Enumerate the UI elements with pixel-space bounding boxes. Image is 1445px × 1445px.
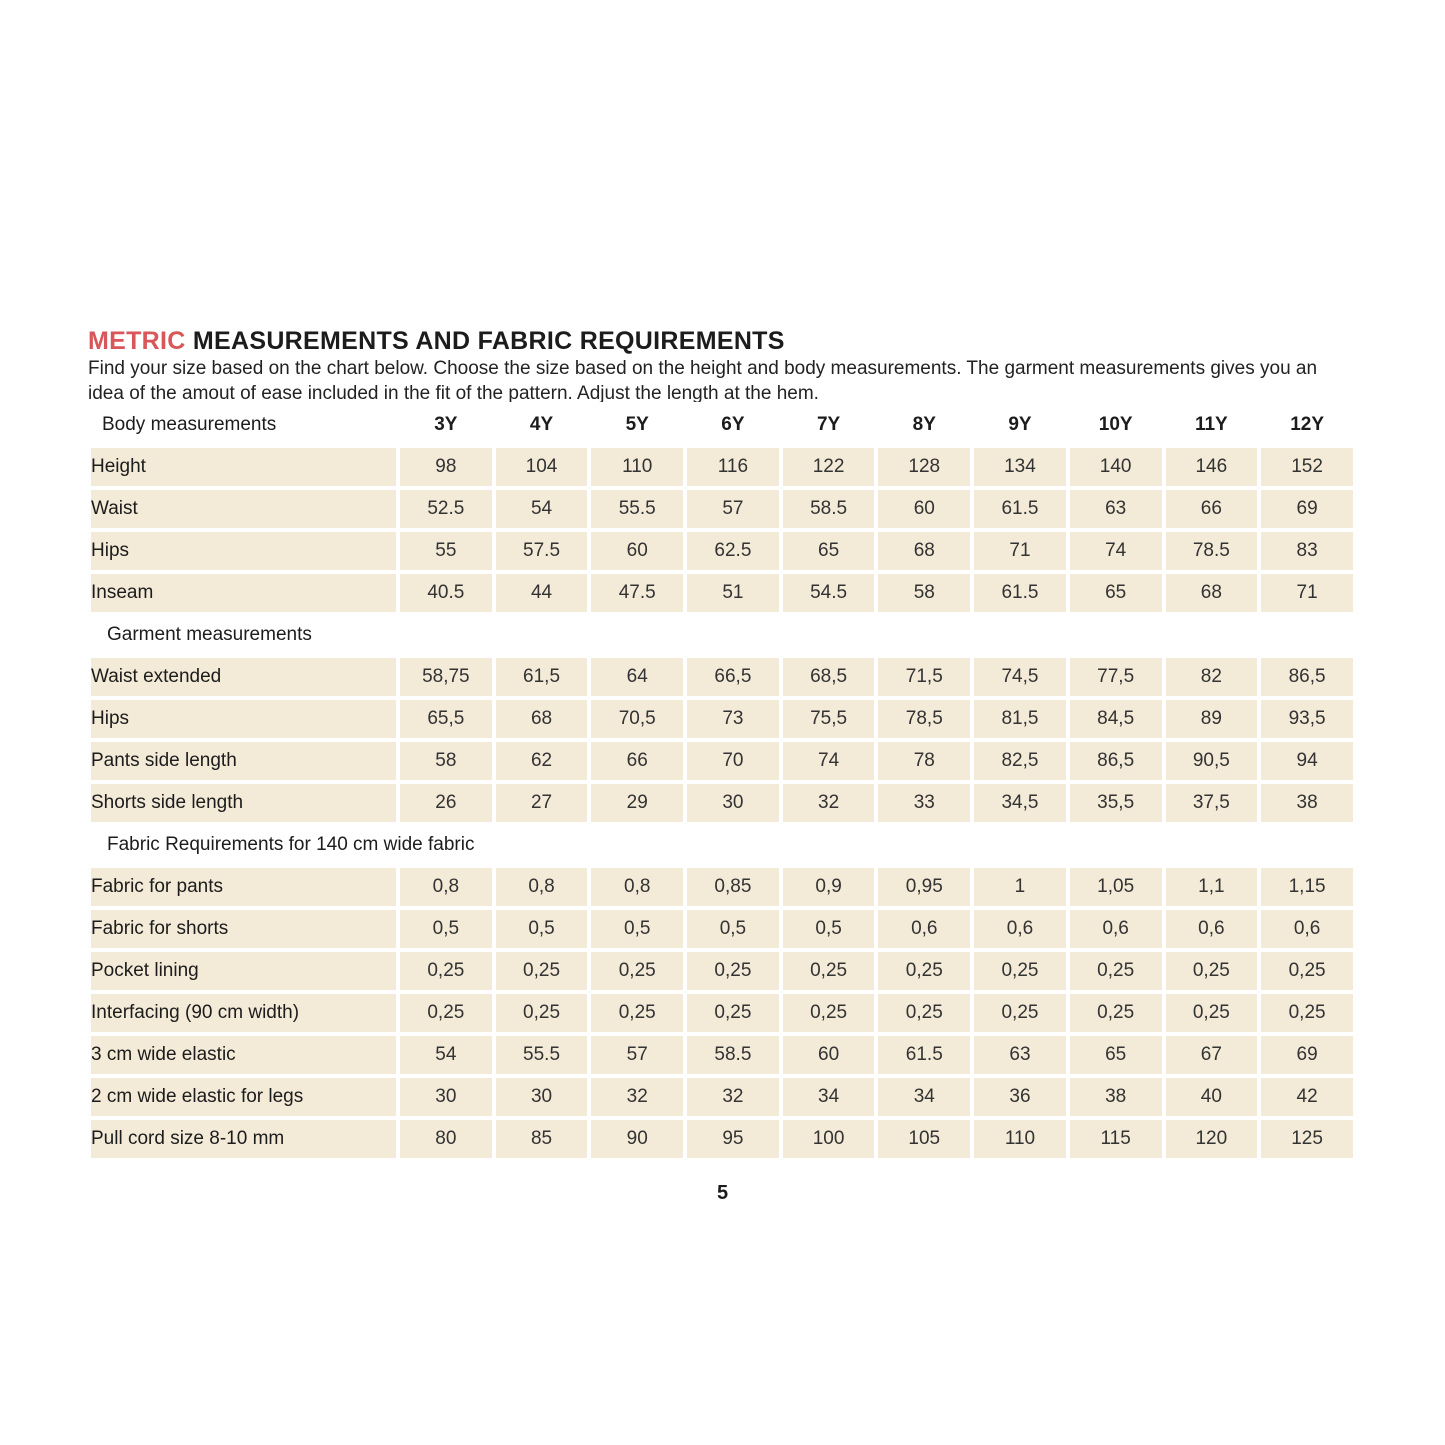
table-cell: 95	[687, 1120, 779, 1158]
table-row	[91, 910, 1353, 948]
table-cell: 64	[591, 658, 683, 696]
table-cell: 82	[1166, 658, 1258, 696]
table-cell: 55.5	[591, 490, 683, 528]
table-cell: 67	[1166, 1036, 1258, 1074]
table-cell: 65	[783, 532, 875, 570]
table-cell: 105	[878, 1120, 970, 1158]
size-column-header: 9Y	[1008, 414, 1032, 435]
table-cell: 27	[496, 784, 588, 822]
table-cell: 98	[400, 448, 492, 486]
table-cell: 78.5	[1166, 532, 1258, 570]
table-cell: 0,25	[591, 994, 683, 1032]
table-cell: 146	[1166, 448, 1258, 486]
table-cell: 1,15	[1261, 868, 1353, 906]
table-cell: 0,6	[974, 910, 1066, 948]
table-cell: 63	[1070, 490, 1162, 528]
table-cell: 57	[591, 1036, 683, 1074]
table-cell: 116	[687, 448, 779, 486]
table-row	[91, 490, 1353, 528]
table-cell: 0,25	[974, 994, 1066, 1032]
table-cell: 66,5	[687, 658, 779, 696]
row-label: Hips	[91, 532, 396, 570]
table-cell: 0,85	[687, 868, 779, 906]
table-cell: 71	[974, 532, 1066, 570]
table-cell: 68	[878, 532, 970, 570]
size-column-header: 3Y	[434, 414, 458, 435]
row-label: Pants side length	[91, 742, 396, 780]
table-cell: 140	[1070, 448, 1162, 486]
table-cell: 0,25	[1070, 952, 1162, 990]
table-cell: 40.5	[400, 574, 492, 612]
table-cell: 74,5	[974, 658, 1066, 696]
table-cell: 37,5	[1166, 784, 1258, 822]
table-cell: 62	[496, 742, 588, 780]
table-cell: 54	[400, 1036, 492, 1074]
table-cell: 30	[687, 784, 779, 822]
table-cell: 100	[783, 1120, 875, 1158]
table-cell: 0,6	[1166, 910, 1258, 948]
table-cell: 90	[591, 1120, 683, 1158]
table-cell: 58	[878, 574, 970, 612]
table-cell: 0,25	[687, 952, 779, 990]
table-cell: 57.5	[496, 532, 588, 570]
table-row	[91, 868, 1353, 906]
table-cell: 134	[974, 448, 1066, 486]
table-row	[91, 742, 1353, 780]
table-cell: 85	[496, 1120, 588, 1158]
table-cell: 60	[878, 490, 970, 528]
table-cell: 69	[1261, 490, 1353, 528]
table-cell: 0,25	[496, 994, 588, 1032]
table-cell: 68,5	[783, 658, 875, 696]
table-cell: 0,25	[496, 952, 588, 990]
table-cell: 32	[783, 784, 875, 822]
size-column-header: 12Y	[1290, 414, 1324, 435]
table-cell: 90,5	[1166, 742, 1258, 780]
table-cell: 0,25	[783, 994, 875, 1032]
table-cell: 0,8	[400, 868, 492, 906]
table-cell: 30	[496, 1078, 588, 1116]
table-cell: 71	[1261, 574, 1353, 612]
table-cell: 54.5	[783, 574, 875, 612]
table-cell: 34	[783, 1078, 875, 1116]
table-cell: 0,25	[400, 952, 492, 990]
table-cell: 36	[974, 1078, 1066, 1116]
section-header-row	[91, 616, 1353, 654]
size-column-header: 8Y	[912, 414, 936, 435]
table-cell: 66	[1166, 490, 1258, 528]
row-label: Waist extended	[91, 658, 396, 696]
table-cell: 57	[687, 490, 779, 528]
row-label: Inseam	[91, 574, 396, 612]
table-cell: 52.5	[400, 490, 492, 528]
table-cell: 0,25	[1166, 994, 1258, 1032]
row-label: Hips	[91, 700, 396, 738]
table-cell: 65	[1070, 1036, 1162, 1074]
table-cell: 77,5	[1070, 658, 1162, 696]
row-label: Fabric for pants	[91, 868, 396, 906]
table-cell: 0,25	[878, 952, 970, 990]
table-cell: 0,25	[400, 994, 492, 1032]
row-label: Height	[91, 448, 396, 486]
table-cell: 62.5	[687, 532, 779, 570]
table-cell: 69	[1261, 1036, 1353, 1074]
row-label: Shorts side length	[91, 784, 396, 822]
table-cell: 61.5	[974, 574, 1066, 612]
table-cell: 58.5	[783, 490, 875, 528]
table-cell: 0,25	[591, 952, 683, 990]
table-cell: 55	[400, 532, 492, 570]
table-cell: 0,25	[974, 952, 1066, 990]
table-cell: 1	[974, 868, 1066, 906]
table-cell: 86,5	[1070, 742, 1162, 780]
table-cell: 89	[1166, 700, 1258, 738]
table-cell: 58	[400, 742, 492, 780]
table-cell: 29	[591, 784, 683, 822]
table-cell: 0,5	[591, 910, 683, 948]
table-cell: 81,5	[974, 700, 1066, 738]
table-row	[91, 1120, 1353, 1158]
table-cell: 61.5	[878, 1036, 970, 1074]
table-cell: 65,5	[400, 700, 492, 738]
table-cell: 68	[496, 700, 588, 738]
table-cell: 74	[1070, 532, 1162, 570]
table-cell: 32	[687, 1078, 779, 1116]
row-label: 3 cm wide elastic	[91, 1036, 396, 1074]
table-cell: 0,5	[400, 910, 492, 948]
table-cell: 0,5	[783, 910, 875, 948]
table-cell: 73	[687, 700, 779, 738]
table-cell: 47.5	[591, 574, 683, 612]
page-number: 5	[716, 1182, 729, 1204]
table-cell: 78	[878, 742, 970, 780]
table-cell: 65	[1070, 574, 1162, 612]
row-label: Interfacing (90 cm width)	[91, 994, 396, 1032]
table-row	[91, 1036, 1353, 1074]
table-cell: 82,5	[974, 742, 1066, 780]
table-cell: 61,5	[496, 658, 588, 696]
table-cell: 66	[591, 742, 683, 780]
table-cell: 63	[974, 1036, 1066, 1074]
table-cell: 58.5	[687, 1036, 779, 1074]
table-row	[91, 658, 1353, 696]
table-cell: 115	[1070, 1120, 1162, 1158]
table-cell: 60	[783, 1036, 875, 1074]
table-cell: 40	[1166, 1078, 1258, 1116]
table-cell: 80	[400, 1120, 492, 1158]
table-row	[91, 532, 1353, 570]
table-cell: 38	[1070, 1078, 1162, 1116]
table-cell: 104	[496, 448, 588, 486]
table-cell: 152	[1261, 448, 1353, 486]
section-header-row	[91, 406, 1353, 444]
table-cell: 0,25	[1070, 994, 1162, 1032]
table-cell: 1,1	[1166, 868, 1258, 906]
size-chart-table	[87, 402, 1357, 1162]
table-row	[91, 574, 1353, 612]
table-cell: 83	[1261, 532, 1353, 570]
table-cell: 30	[400, 1078, 492, 1116]
title-accent: METRIC	[88, 327, 186, 355]
table-cell: 75,5	[783, 700, 875, 738]
size-column-header: 7Y	[816, 414, 841, 435]
row-label: Pocket lining	[91, 952, 396, 990]
table-row	[91, 700, 1353, 738]
size-column-header: 6Y	[721, 414, 745, 435]
table-cell: 71,5	[878, 658, 970, 696]
table-cell: 0,6	[878, 910, 970, 948]
table-cell: 61.5	[974, 490, 1066, 528]
table-cell: 125	[1261, 1120, 1353, 1158]
table-cell: 94	[1261, 742, 1353, 780]
table-cell: 55.5	[496, 1036, 588, 1074]
title-rest: MEASUREMENTS AND FABRIC REQUIREMENTS	[185, 327, 785, 355]
table-cell: 32	[591, 1078, 683, 1116]
table-cell: 120	[1166, 1120, 1258, 1158]
table-cell: 0,25	[1261, 994, 1353, 1032]
table-cell: 0,5	[496, 910, 588, 948]
table-cell: 38	[1261, 784, 1353, 822]
table-cell: 93,5	[1261, 700, 1353, 738]
size-column-header: 5Y	[625, 414, 649, 435]
table-cell: 54	[496, 490, 588, 528]
table-cell: 110	[974, 1120, 1066, 1158]
page-title	[88, 326, 1358, 356]
table-cell: 0,25	[1261, 952, 1353, 990]
table-cell: 0,8	[591, 868, 683, 906]
size-column-header: 4Y	[529, 414, 554, 435]
table-cell: 122	[783, 448, 875, 486]
table-row	[91, 994, 1353, 1032]
row-label: Pull cord size 8-10 mm	[91, 1120, 396, 1158]
table-cell: 34,5	[974, 784, 1066, 822]
table-cell: 0,5	[687, 910, 779, 948]
table-cell: 0,6	[1261, 910, 1353, 948]
section-heading: Garment measurements	[107, 624, 312, 645]
table-cell: 34	[878, 1078, 970, 1116]
intro-paragraph: Find your size based on the chart below. Choose the size based on the height and body measurements. The garment measurements gives you an idea of the amout of ease included in the fit of the pattern. Adjust the length at the hem.	[88, 358, 1318, 402]
row-label: 2 cm wide elastic for legs	[91, 1078, 396, 1116]
table-cell: 0,95	[878, 868, 970, 906]
table-cell: 60	[591, 532, 683, 570]
table-cell: 110	[591, 448, 683, 486]
table-cell: 51	[687, 574, 779, 612]
table-row	[91, 1078, 1353, 1116]
table-cell: 78,5	[878, 700, 970, 738]
row-label: Waist	[91, 490, 396, 528]
table-cell: 0,9	[783, 868, 875, 906]
table-cell: 0,25	[878, 994, 970, 1032]
size-column-header: 10Y	[1098, 414, 1133, 435]
table-cell: 0,6	[1070, 910, 1162, 948]
table-cell: 1,05	[1070, 868, 1162, 906]
table-cell: 58,75	[400, 658, 492, 696]
table-cell: 70,5	[591, 700, 683, 738]
document-page	[88, 326, 1358, 1162]
table-cell: 44	[496, 574, 588, 612]
size-column-header: 11Y	[1194, 414, 1228, 435]
table-cell: 74	[783, 742, 875, 780]
table-cell: 86,5	[1261, 658, 1353, 696]
table-row	[91, 952, 1353, 990]
table-cell: 70	[687, 742, 779, 780]
table-cell: 68	[1166, 574, 1258, 612]
table-cell: 26	[400, 784, 492, 822]
table-cell: 128	[878, 448, 970, 486]
section-header-row	[91, 826, 1353, 864]
table-cell: 42	[1261, 1078, 1353, 1116]
table-cell: 0,8	[496, 868, 588, 906]
table-row	[91, 448, 1353, 486]
row-label: Fabric for shorts	[91, 910, 396, 948]
section-heading: Fabric Requirements for 140 cm wide fabric	[107, 834, 475, 855]
table-cell: 35,5	[1070, 784, 1162, 822]
table-cell: 33	[878, 784, 970, 822]
table-row	[91, 784, 1353, 822]
table-cell: 0,25	[687, 994, 779, 1032]
table-cell: 0,25	[783, 952, 875, 990]
table-cell: 0,25	[1166, 952, 1258, 990]
section-heading: Body measurements	[102, 414, 277, 435]
table-cell: 84,5	[1070, 700, 1162, 738]
